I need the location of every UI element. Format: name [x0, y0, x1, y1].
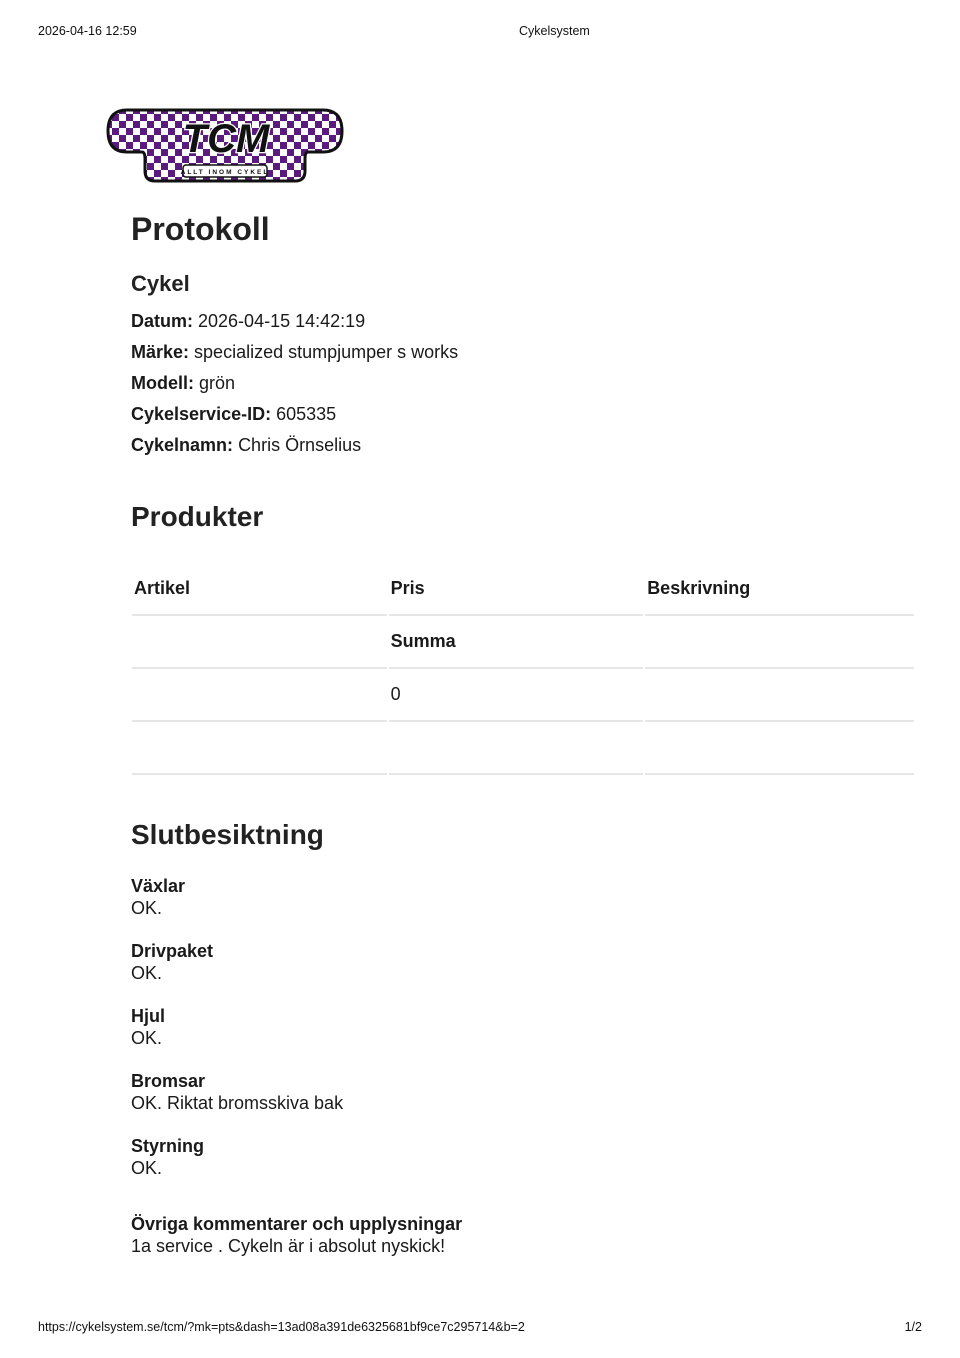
- table-row: [132, 722, 914, 775]
- comments-block: [131, 1213, 921, 1257]
- inspection-item-gears: Växlar OK.: [131, 876, 186, 918]
- final-inspection-heading: Slutbesiktning: [131, 819, 324, 850]
- inspection-item-drivetrain: Drivpaket OK.: [131, 941, 214, 983]
- sum-value-cell: 0: [389, 669, 644, 722]
- logo-text: TCM: [182, 117, 270, 161]
- page-number: 1/2: [904, 1320, 922, 1334]
- table-cell: [132, 722, 387, 775]
- products-section: [131, 497, 921, 775]
- tcm-logo: [105, 107, 345, 184]
- column-header-description: Beskrivning: [645, 563, 914, 616]
- table-cell: [645, 669, 914, 722]
- comments-label: Övriga kommentarer och upplysningar: [131, 1214, 463, 1234]
- inspection-item-steering: Styrning OK.: [131, 1136, 205, 1178]
- bike-section: [131, 268, 921, 461]
- logo-tagline: ALLT INOM CYKEL: [180, 169, 270, 176]
- column-header-article: Artikel: [132, 563, 387, 616]
- field-brand: Märke: specialized stumpjumper s works: [131, 342, 459, 362]
- table-row: [132, 669, 914, 722]
- inspection-item-wheels: Hjul OK.: [131, 1006, 165, 1048]
- column-header-price: Pris: [389, 563, 644, 616]
- table-row: [132, 616, 914, 669]
- bike-heading: Cykel: [131, 271, 190, 296]
- sum-label-cell: Summa: [389, 616, 644, 669]
- table-cell: [132, 616, 387, 669]
- table-cell: [132, 669, 387, 722]
- comments-text: 1a service . Cykeln är i absolut nyskick!: [131, 1236, 446, 1256]
- table-cell: [645, 616, 914, 669]
- products-table: [130, 563, 916, 775]
- protocol-content: [131, 206, 921, 1257]
- table-cell: [645, 722, 914, 775]
- field-service-id: Cykelservice-ID: 605335: [131, 404, 337, 424]
- print-url: https://cykelsystem.se/tcm/?mk=pts&dash=13ad08a391de6325681bf9ce7c295714&b=2: [38, 1320, 525, 1334]
- table-header-row: [132, 563, 914, 616]
- products-heading: Produkter: [131, 501, 264, 532]
- field-date: Datum: 2026-04-15 14:42:19: [131, 311, 366, 331]
- final-inspection-section: [131, 815, 921, 1257]
- print-title: Cykelsystem: [519, 24, 590, 38]
- print-datetime: 2026-04-16 12:59: [38, 24, 137, 38]
- table-cell: [389, 722, 644, 775]
- inspection-item-brakes: Bromsar OK. Riktat bromsskiva bak: [131, 1071, 344, 1113]
- field-model: Modell: grön: [131, 373, 236, 393]
- page-title: Protokoll: [131, 211, 270, 247]
- field-bike-name: Cykelnamn: Chris Örnselius: [131, 435, 362, 455]
